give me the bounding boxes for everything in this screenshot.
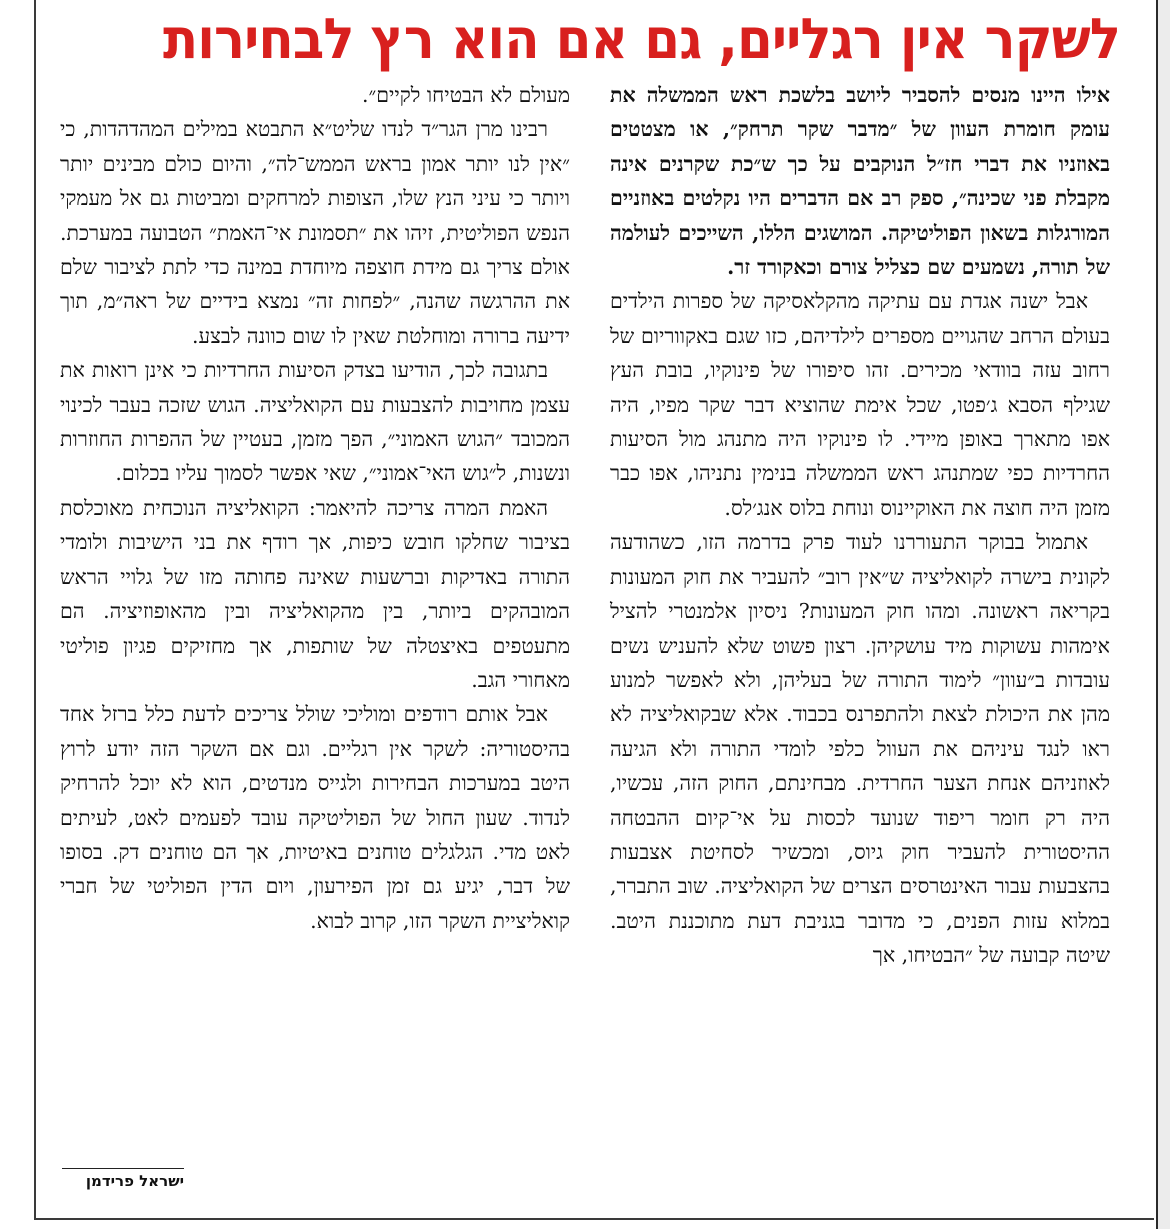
paragraph: רבינו מרן הגר״ד לנדו שליט״א התבטא במילים המהדהדות, כי ״אין לנו יותר אמון בראש הממש־לה״, והיום כולם מבינים יותר ויותר כי עיני הנץ שלו, הצופות למרחקים ומביטות גם אל מעמקי הנפש הפוליטית, זיהו את ״תסמונת אי־האמת״ הטבועה במערכת. אולם צריך גם מידת חוצפה מיוחדת במינה כדי לתת לציבור שלם את ההרגשה שהנה, ״לפחות זה״ נמצא בידיים של ראה״מ, תוך ידיעה ברורה ומוחלטת שאין לו שום כוונה לבצע.	[60, 117, 570, 348]
signature-rule	[62, 1168, 184, 1169]
paragraph: מעולם לא הבטיחו לקיים״.	[361, 83, 570, 107]
paragraph: האמת המרה צריכה להיאמר: הקואליציה הנוכחית מאוכלסת בציבור שחלקו חובש כיפות, אך רודף את בני הישיבות ולומדי התורה באדיקות וברשעות שאינה פחותה מזו של גלויי הראש המובהקים ביותר, בין מהקואליציה ובין מהאופוזיציה. הם מתעטפים באיצטלה של שותפות, אך מחזיקים פגיון פוליטי מאחורי הגב.	[60, 495, 570, 692]
paragraph: בתגובה לכך, הודיעו בצדק הסיעות החרדיות כי אינן רואות את עצמן מחויבות להצבעות עם הקואליציה. הגוש שזכה בעבר לכינוי המכובד ״הגוש האמוני״, הפך מזמן, בעטיין של ההפרות החוזרות ונשנות, ל״גוש האי־אמוני״, שאי אפשר לסמוך עליו בכלום.	[60, 358, 570, 486]
headline: לשקר אין רגליים, גם אם הוא רץ לבחירות	[162, 7, 1121, 72]
article-column-right	[610, 78, 1110, 973]
author-signature: ישראל פרידמן	[85, 1172, 184, 1190]
paragraph: אילו היינו מנסים להסביר ליושב בלשכת ראש הממשלה את עומק חומרת העוון של ״מדבר שקר תרחק״, או מצטטים באוזניו את דברי חז״ל הנוקבים על כך ש״כת שקרנים אינה מקבלת פני שכינה״, ספק רב אם הדברים היו נקלטים באוזניים המורגלות בשאון הפוליטיקה. המושגים הללו, השייכים לעולמה של תורה, נשמעים שם כצליל צורם וכאקורד זר.	[610, 83, 1110, 280]
paragraph: אתמול בבוקר התעוררנו לעוד פרק בדרמה הזו, כשהודעה לקונית בישרה לקואליציה ש״אין רוב״ להעביר את חוק המעונות בקריאה ראשונה. ומהו חוק המעונות? ניסיון אלמנטרי להציל אימהות עשוקות מיד עושקיהן. רצון פשוט שלא להעניש נשים עובדות ב״עוון״ לימוד התורה של בעליהן, ולא לאפשר למנוע מהן את היכולת לצאת ולהתפרנס בכבוד. אלא שבקואליציה לא ראו לנגד עיניהם את העוול כלפי לומדי התורה ולא הגיעה לאוזניהם אנחת הצער החרדית. מבחינתם, החוק הזה, עכשיו, היה רק חומר ריפוד שנועד לכסות על אי־קיום ההבטחה ההיסטורית להעביר חוק גיוס, ומכשיר לסחיטת אצבעות בהצבעות עבור האינטרסים הצרים של הקואליציה. שוב התברר, במלוא עזות הפנים, כי מדובר בגניבת דעת מתוכננת היטב. שיטה קבועה של ״הבטיחו, אך	[610, 530, 1110, 968]
paragraph: אבל ישנה אגדת עם עתיקה מהקלאסיקה של ספרות הילדים בעולם הרחב שהגויים מספרים לילדיהם, כזו שגם באקווריום של רחוב עזה בוודאי מכירים. זהו סיפורו של פינוקיו, בובת העץ שגילף הסבא ג׳פטו, שכל אימת שהוציא דבר שקר מפיו, היה אפו מתארך באופן מיידי. לו פינוקיו היה מתנהג מול הסיעות החרדיות כפי שמתנהג ראש הממשלה בנימין נתניהו, אפו כבר מזמן היה חוצה את האוקיינוס ונוחת בלוס אנג׳לס.	[610, 289, 1110, 520]
paragraph: אבל אותם רודפים ומוליכי שולל צריכים לדעת כלל ברזל אחד בהיסטוריה: לשקר אין רגליים. וגם אם השקר הזה יודע לרוץ היטב במערכות הבחירות ולגייס מנדטים, הוא לא יוכל להרחיק לנדוד. שעון החול של הפוליטיקה עובד לפעמים לאט, לעיתים לאט מדי. הגלגלים טוחנים באיטיות, אך הם טוחנים דק. בסופו של דבר, יגיע גם זמן הפירעון, ויום הדין הפוליטי של חברי קואליציית השקר הזו, קרוב לבוא.	[60, 702, 570, 933]
article-column-left	[60, 78, 570, 938]
page-edge-bar	[1156, 0, 1170, 1229]
